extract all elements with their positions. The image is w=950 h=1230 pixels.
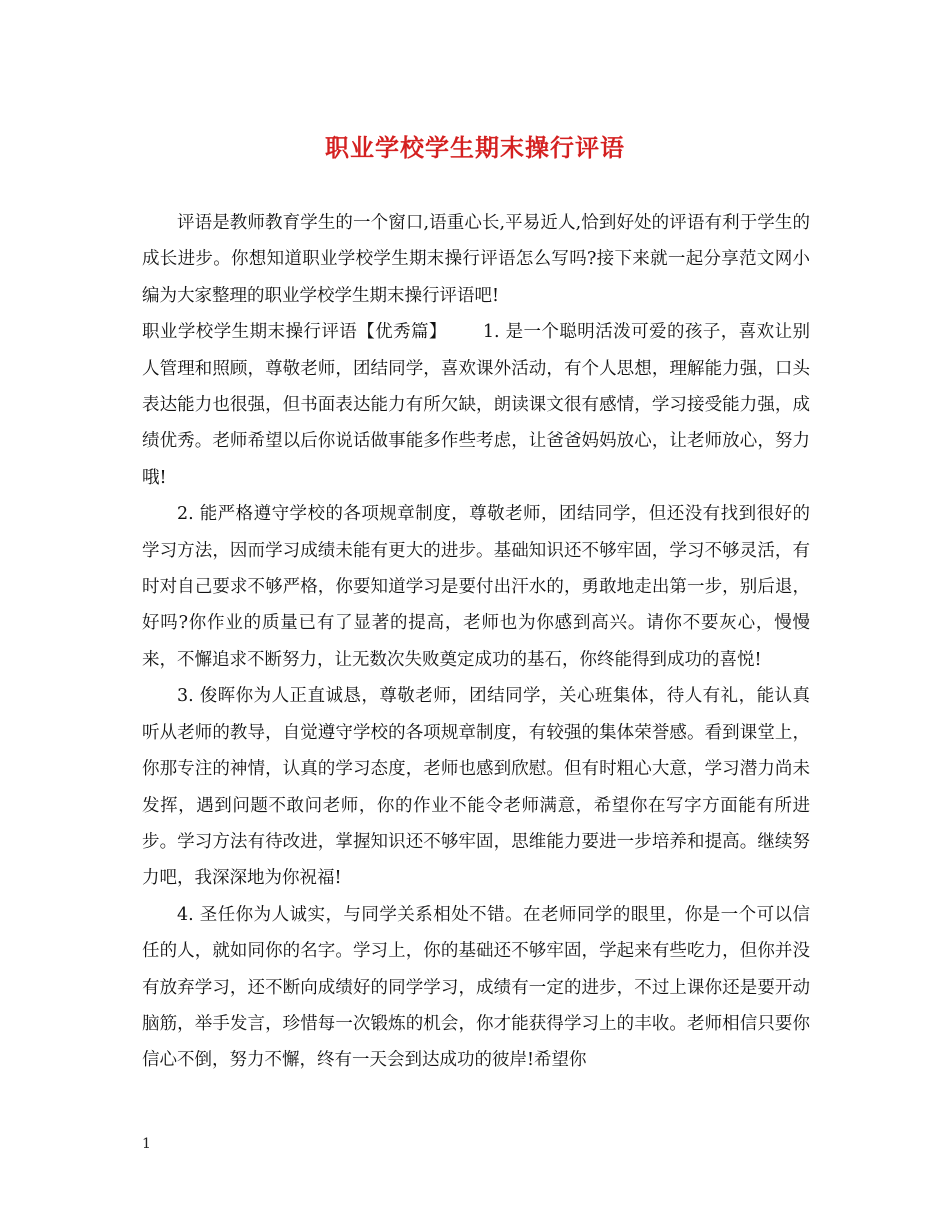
comment-4: 4. 圣任你为人诚实，与同学关系相处不错。在老师同学的眼里，你是一个可以信任的人，就如同你的名字。学习上，你的基础还不够牢固，学起来有些吃力，但你并没有放弃学习，还不断向成绩好的同学学习，成绩有一定的进步，不过上课你还是要开动脑筋，举手发言，珍惜每一次锻炼的机会，你才能获得学习上的丰收。老师相信只要你信心不倒，努力不懈，终有一天会到达成功的彼岸!希望你 bbox=[142, 904, 810, 1071]
section-heading: 职业学校学生期末操行评语【优秀篇】 bbox=[142, 322, 447, 343]
page-number: 1 bbox=[142, 1136, 151, 1152]
comment-1: 1. 是一个聪明活泼可爱的孩子，喜欢让别人管理和照顾，尊敬老师，团结同学，喜欢课外活动，有个人思想，理解能力强，口头表达能力也很强，但书面表达能力有所欠缺，朗读课文很有感情，学习接受能力强，成绩优秀。老师希望以后你说话做事能多作些考虑，让爸爸妈妈放心，让老师放心，努力哦! bbox=[142, 322, 811, 488]
document-body bbox=[142, 205, 810, 1079]
comment-3: 3. 俊晖你为人正直诚恳，尊敬老师，团结同学，关心班集体，待人有礼，能认真听从老师的教导，自觉遵守学校的各项规章制度，有较强的集体荣誉感。看到课堂上，你那专注的神情，认真的学习态度，老师也感到欣慰。但有时粗心大意，学习潜力尚未发挥，遇到问题不敢问老师，你的作业不能令老师满意，希望你在写字方面能有所进步。学习方法有待改进，掌握知识还不够牢固，思维能力要进一步培养和提高。继续努力吧，我深深地为你祝福! bbox=[142, 686, 810, 889]
intro-paragraph: 评语是教师教育学生的一个窗口,语重心长,平易近人,恰到好处的评语有利于学生的成长进步。你想知道职业学校学生期末操行评语怎么写吗?接下来就一起分享范文网小编为大家整理的职业学校学生期末操行评语吧! bbox=[142, 213, 810, 306]
page-title: 职业学校学生期末操行评语 bbox=[325, 133, 625, 162]
comment-2: 2. 能严格遵守学校的各项规章制度，尊敬老师，团结同学，但还没有找到很好的学习方法，因而学习成绩未能有更大的进步。基础知识还不够牢固，学习不够灵活，有时对自己要求不够严格，你要知道学习是要付出汗水的，勇敢地走出第一步，别后退，好吗?你作业的质量已有了显著的提高，老师也为你感到高兴。请你不要灰心，慢慢来，不懈追求不断努力，让无数次失败奠定成功的基石，你终能得到成功的喜悦! bbox=[142, 504, 810, 670]
section-first-comment bbox=[142, 314, 810, 496]
